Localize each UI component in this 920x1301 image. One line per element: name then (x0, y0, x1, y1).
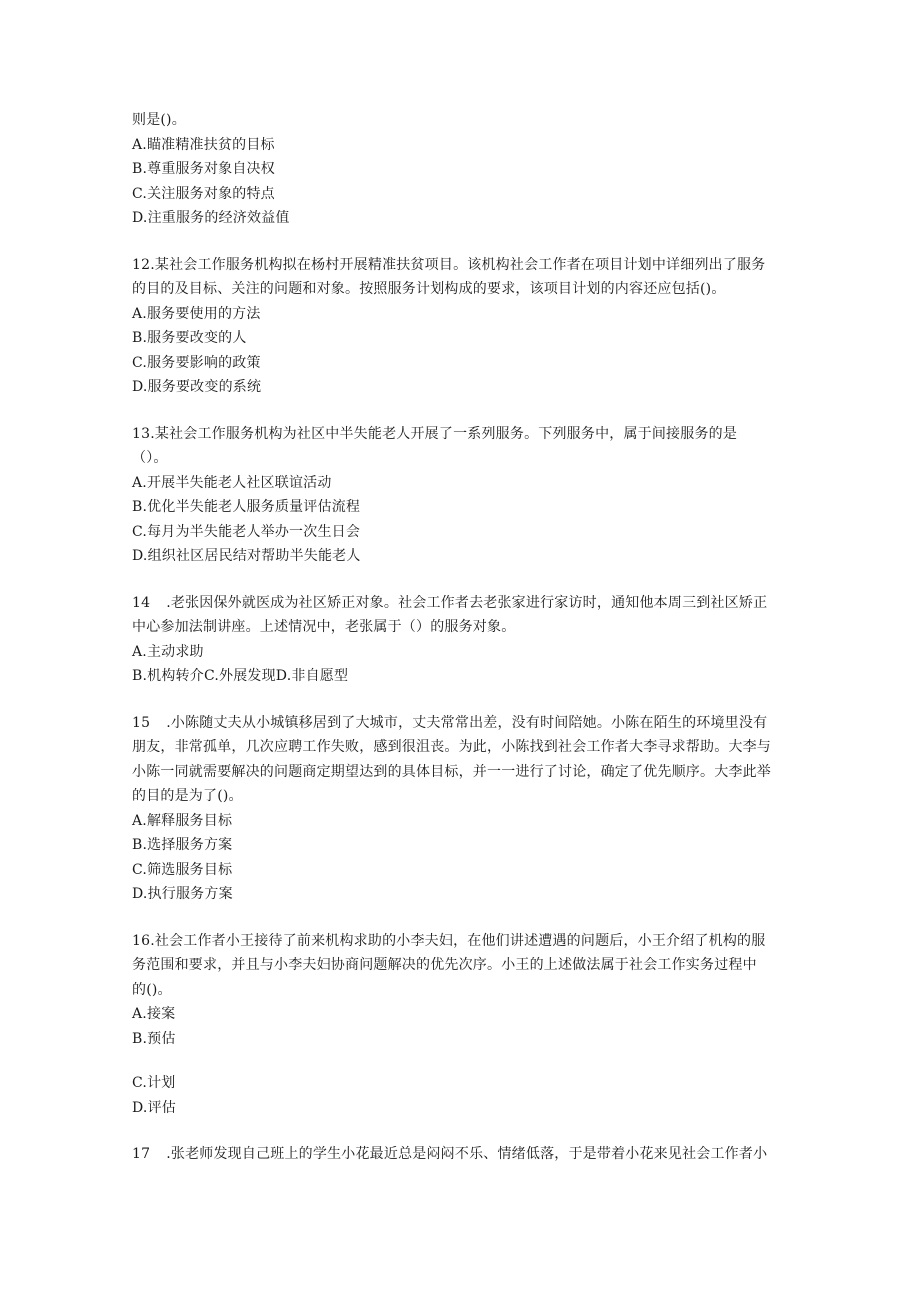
question-text: 中心参加法制讲座。上述情况中，老张属于（）的服务对象。 (132, 619, 516, 635)
option-a: A.瞄准精准扶贫的目标 (132, 136, 275, 153)
question-text (132, 1142, 792, 1167)
question-text: 12.某社会工作服务机构拟在杨村开展精准扶贫项目。该机构社会工作者在项目计划中详细列出了服务 (132, 256, 766, 273)
question-text: 则是()。 (132, 112, 186, 128)
option-d: D.服务要改变的系统 (132, 379, 262, 395)
option-c: C.关注服务对象的特点 (132, 185, 275, 202)
question-number: 17 (132, 1146, 151, 1162)
option-b: B.选择服务方案 (132, 837, 233, 853)
option-a: A.主动求助 (132, 643, 204, 660)
option-a: A.服务要使用的方法 (132, 305, 261, 322)
spacer (132, 569, 792, 591)
option-b: B.尊重服务对象自决权 (132, 161, 275, 177)
question-number: 15 (132, 714, 151, 731)
spacer (132, 907, 792, 929)
option-c: C.筛选服务目标 (132, 861, 233, 878)
question-text: 务范围和要求，并且与小李夫妇协商问题解决的优先次序。小王的上述做法属于社会工作实务过程中 (132, 957, 757, 973)
question-text: 朋友，非常孤单，几次应聘工作失败，感到很沮丧。为此，小陈找到社会工作者大李寻求帮助。大李与 (132, 739, 771, 755)
question-number: 14 (132, 594, 151, 611)
question-text-part: .张老师发现自己班上的学生小花最近总是闷闷不乐、情绪低落，于是带着小花来见社会工作者小 (166, 1146, 768, 1162)
option-a: A.接案 (132, 1006, 176, 1022)
option-b: B.预估 (132, 1030, 176, 1047)
option-c: C.计划 (132, 1075, 176, 1091)
spacer (132, 231, 792, 253)
option-c: C.每月为半失能老人举办一次生日会 (132, 523, 361, 540)
question-12 (132, 253, 792, 400)
question-text: 的()。 (132, 981, 172, 998)
question-16 (132, 929, 792, 1121)
option-a: A.开展半失能老人社区联谊活动 (132, 474, 332, 491)
option-d: D.组织社区居民结对帮助半失能老人 (132, 548, 361, 564)
option-d: D.评估 (132, 1099, 176, 1116)
question-text-part: .小陈随丈夫从小城镇移居到了大城市，丈夫常常出差，没有时间陪她。小陈在陌生的环境里没有 (166, 714, 768, 731)
question-11 (132, 108, 792, 231)
question-text: 16.社会工作者小王接待了前来机构求助的小李夫妇，在他们讲述遭遇的问题后，小王介绍了机构的服 (132, 932, 766, 949)
option-d: D.注重服务的经济效益值 (132, 210, 290, 226)
question-14 (132, 591, 792, 689)
question-text (132, 591, 792, 616)
option-c: C.服务要影响的政策 (132, 354, 261, 371)
spacer (132, 1051, 792, 1071)
question-text-part: .老张因保外就医成为社区矫正对象。社会工作者去老张家进行家访时，通知他本周三到社区矫正 (166, 594, 768, 611)
question-list (132, 108, 792, 1167)
option-d: D.执行服务方案 (132, 886, 233, 902)
question-text: 的目的及目标、关注的问题和对象。按照服务计划构成的要求，该项目计划的内容还应包括()。 (132, 281, 726, 297)
question-15 (132, 711, 792, 907)
spacer (132, 1120, 792, 1142)
option-b: B.服务要改变的人 (132, 330, 247, 346)
option-b: B.优化半失能老人服务质量评估流程 (132, 499, 361, 515)
question-text: 小陈一同就需要解决的问题商定期望达到的具体目标，并一一进行了讨论，确定了优先顺序。大李此举 (132, 763, 771, 780)
option-a: A.解释服务目标 (132, 812, 233, 829)
option-bcd: B.机构转介C.外展发现D.非自愿型 (132, 668, 349, 684)
question-text (132, 711, 792, 736)
question-text: （）。 (132, 450, 168, 466)
question-text: 的目的是为了()。 (132, 788, 243, 804)
question-text: 13.某社会工作服务机构为社区中半失能老人开展了一系列服务。下列服务中，属于间接服务的是 (132, 425, 738, 442)
spacer (132, 400, 792, 422)
question-13 (132, 422, 792, 569)
question-17 (132, 1142, 792, 1167)
spacer (132, 689, 792, 711)
